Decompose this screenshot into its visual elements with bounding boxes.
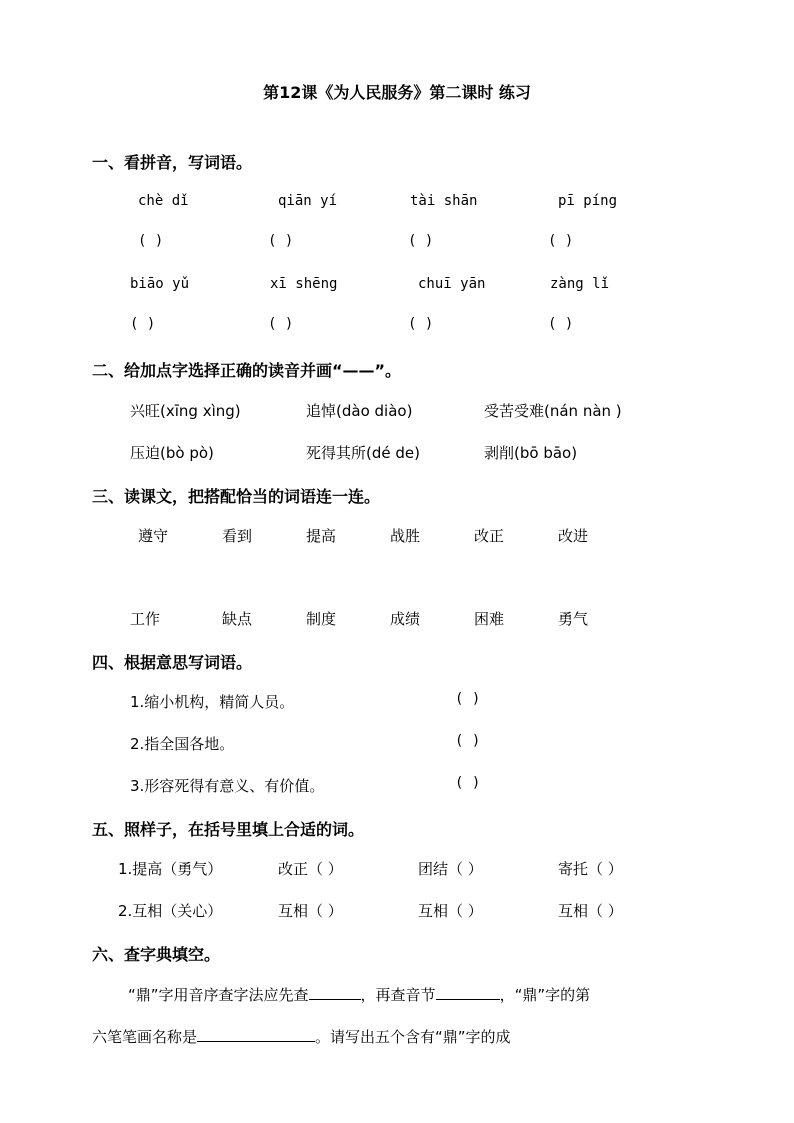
pinyin-7: chuī yān <box>418 276 486 292</box>
pinyin-8: zàng lǐ <box>550 276 610 292</box>
match-word-top[interactable]: 战胜 <box>390 527 421 545</box>
match-word-bottom[interactable]: 工作 <box>130 610 161 628</box>
pinyin-1: chè dǐ <box>138 193 189 209</box>
reading-item: 压迫(bò pò) <box>130 444 214 462</box>
text: “鼎”字用音序查字法应先查 <box>128 986 309 1004</box>
example-item: 2.互相（关心） <box>118 902 223 920</box>
pinyin-6: xī shēng <box>270 276 338 292</box>
fill-item[interactable]: 团结（ ） <box>418 860 483 878</box>
fill-item[interactable]: 改正（ ） <box>278 860 343 878</box>
match-word-top[interactable]: 改进 <box>558 527 589 545</box>
text: ，再查音节 <box>360 986 436 1004</box>
section-4-heading: 四、根据意思写词语。 <box>92 653 253 672</box>
meaning-item: 3.形容死得有意义、有价值。 <box>130 777 325 795</box>
section-6-heading: 六、查字典填空。 <box>92 945 221 964</box>
fill-blank[interactable] <box>197 1025 315 1042</box>
match-word-bottom[interactable]: 成绩 <box>390 610 421 628</box>
example-item: 1.提高（勇气） <box>118 860 223 878</box>
reading-item: 兴旺(xīng xìng) <box>130 402 241 420</box>
answer-blank[interactable]: ( ) <box>268 316 294 332</box>
section-5-heading: 五、照样子，在括号里填上合适的词。 <box>92 820 365 839</box>
text: 。请写出五个含有“鼎”字的成 <box>315 1028 511 1046</box>
pinyin-3: tài shān <box>410 193 478 209</box>
match-word-bottom[interactable]: 制度 <box>306 610 337 628</box>
section-3-heading: 三、读课文，把搭配恰当的词语连一连。 <box>92 487 381 506</box>
text: ，“鼎”字的第 <box>499 986 591 1004</box>
section-2-heading: 二、给加点字选择正确的读音并画“——”。 <box>92 361 402 380</box>
match-word-top[interactable]: 改正 <box>474 527 505 545</box>
answer-blank[interactable]: ( ) <box>548 316 574 332</box>
fill-item[interactable]: 互相（ ） <box>418 902 483 920</box>
meaning-item: 2.指全国各地。 <box>130 735 235 753</box>
fill-blank[interactable] <box>309 983 361 1000</box>
dictionary-line-2 <box>92 1025 511 1047</box>
answer-blank[interactable]: ( ) <box>455 733 481 749</box>
text: 六笔笔画名称是 <box>92 1028 198 1046</box>
reading-item: 死得其所(dé de) <box>306 444 420 462</box>
page-title: 第12课《为人民服务》第二课时 练习 <box>263 83 531 102</box>
fill-item[interactable]: 寄托（ ） <box>558 860 623 878</box>
reading-item: 追悼(dào diào) <box>306 402 413 420</box>
answer-blank[interactable]: ( ) <box>455 691 481 707</box>
answer-blank[interactable]: ( ) <box>548 233 574 249</box>
meaning-item: 1.缩小机构，精简人员。 <box>130 693 295 711</box>
answer-blank[interactable]: ( ) <box>130 316 156 332</box>
match-word-top[interactable]: 看到 <box>222 527 253 545</box>
answer-blank[interactable]: ( ) <box>408 233 434 249</box>
fill-item[interactable]: 互相（ ） <box>558 902 623 920</box>
match-word-top[interactable]: 提高 <box>306 527 337 545</box>
answer-blank[interactable]: ( ) <box>455 775 481 791</box>
fill-blank[interactable] <box>436 983 500 1000</box>
answer-blank[interactable]: ( ) <box>268 233 294 249</box>
section-1-heading: 一、看拼音，写词语。 <box>92 153 253 172</box>
dictionary-line-1 <box>128 983 590 1005</box>
reading-item: 剥削(bō bāo) <box>484 444 578 462</box>
pinyin-2: qiān yí <box>278 193 338 209</box>
answer-blank[interactable]: ( ) <box>138 233 164 249</box>
match-word-bottom[interactable]: 困难 <box>474 610 505 628</box>
pinyin-5: biāo yǔ <box>130 276 190 292</box>
match-word-bottom[interactable]: 勇气 <box>558 610 589 628</box>
match-word-top[interactable]: 遵守 <box>138 527 169 545</box>
reading-item: 受苦受难(nán nàn ) <box>484 402 622 420</box>
pinyin-4: pī píng <box>558 193 618 209</box>
match-word-bottom[interactable]: 缺点 <box>222 610 253 628</box>
fill-item[interactable]: 互相（ ） <box>278 902 343 920</box>
answer-blank[interactable]: ( ) <box>408 316 434 332</box>
